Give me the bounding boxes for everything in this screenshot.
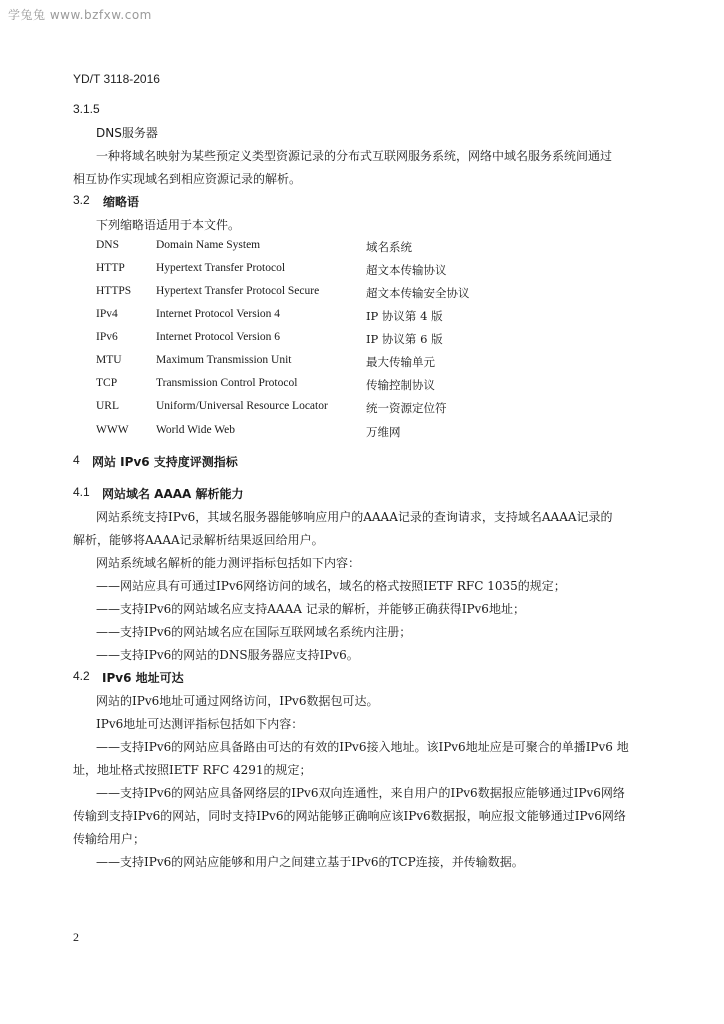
list-item: ——支持IPv6的网站应具备路由可达的有效的IPv6接入地址。该IPv6地址应是可聚合的单播IPv6 地 [96,740,629,754]
abbr-english: Hypertext Transfer Protocol [156,262,286,274]
section-number-4-2: 4.2 [73,669,90,683]
abbr-chinese: 域名系统 [366,240,412,254]
list-item: ——支持IPv6的网站域名应在国际互联网域名系统内注册； [96,625,412,639]
abbr-code: URL [96,400,119,412]
definition-line-1: 一种将域名映射为某些预定义类型资源记录的分布式互联网服务系统，网络中域名服务系统间通过 [96,149,613,163]
list-item: ——支持IPv6的网站的DNS服务器应支持IPv6。 [96,648,359,662]
abbr-code: DNS [96,239,120,251]
paragraph-line: 网站的IPv6地址可通过网络访问，IPv6数据包可达。 [96,694,379,708]
document-header: YD/T 3118-2016 [73,72,160,86]
list-item: ——网站应具有可通过IPv6网络访问的域名，域名的格式按照IETF RFC 1035的规定； [96,579,566,593]
abbr-chinese: 最大传输单元 [366,355,435,369]
abbr-code: HTTP [96,262,125,274]
page-number: 2 [73,930,79,944]
paragraph-line: IPv6地址可达测评指标包括如下内容： [96,717,304,731]
section-title-4-2: IPv6 地址可达 [102,671,184,685]
abbr-chinese: 万维网 [366,425,401,439]
list-item: ——支持IPv6的网站应能够和用户之间建立基于IPv6的TCP连接，并传输数据。 [96,855,524,869]
abbr-code: WWW [96,424,129,436]
list-item: ——支持IPv6的网站应具备网络层的IPv6双向连通性，来自用户的IPv6数据报应能够通过IPv6网络 [96,786,625,800]
abbr-chinese: 超文本传输协议 [366,263,447,277]
list-item-continuation: 传输给用户； [73,832,146,846]
abbr-english: Hypertext Transfer Protocol Secure [156,285,320,297]
abbr-english: Transmission Control Protocol [156,377,298,389]
list-item-continuation: 传输到支持IPv6的网站，同时支持IPv6的网站能够正确响应该IPv6数据报，响应报文能够通过IPv6网络 [73,809,626,823]
abbr-chinese: 超文本传输安全协议 [366,286,470,300]
abbr-english: Uniform/Universal Resource Locator [156,400,328,412]
abbreviations-intro: 下列缩略语适用于本文件。 [96,218,241,232]
abbr-chinese: IP 协议第 6 版 [366,332,443,346]
abbr-code: IPv4 [96,308,118,320]
abbr-code: IPv6 [96,331,118,343]
abbr-english: Internet Protocol Version 4 [156,308,281,320]
section-number-4: 4 [73,453,80,467]
section-title-4: 网站 IPv6 支持度评测指标 [92,455,238,469]
section-number-4-1: 4.1 [73,485,90,499]
watermark: 学兔兔 www.bzfxw.com [8,8,152,22]
abbr-chinese: 统一资源定位符 [366,401,447,415]
section-number-3-2: 3.2 [73,193,90,207]
abbr-code: MTU [96,354,122,366]
abbr-code: TCP [96,377,118,389]
abbr-english: World Wide Web [156,424,236,436]
list-item: ——支持IPv6的网站域名应支持AAAA 记录的解析，并能够正确获得IPv6地址； [96,602,525,616]
term-title-dns-server: DNS服务器 [96,126,158,140]
section-title-4-1: 网站域名 AAAA 解析能力 [102,487,244,501]
abbr-chinese: 传输控制协议 [366,378,435,392]
definition-line-2: 相互协作实现域名到相应资源记录的解析。 [73,172,302,186]
section-number-3-1-5: 3.1.5 [73,102,100,116]
abbr-code: HTTPS [96,285,132,297]
abbr-english: Maximum Transmission Unit [156,354,292,366]
paragraph-line: 网站系统支持IPv6，其域名服务器能够响应用户的AAAA记录的查询请求，支持域名AAAA记录的 [96,510,613,524]
abbr-english: Domain Name System [156,239,261,251]
section-title-abbreviations: 缩略语 [103,195,140,209]
abbr-chinese: IP 协议第 4 版 [366,309,443,323]
list-item-continuation: 址，地址格式按照IETF RFC 4291的规定； [73,763,312,777]
abbr-english: Internet Protocol Version 6 [156,331,281,343]
paragraph-line: 解析，能够将AAAA记录解析结果返回给用户。 [73,533,324,547]
paragraph-line: 网站系统域名解析的能力测评指标包括如下内容： [96,556,361,570]
